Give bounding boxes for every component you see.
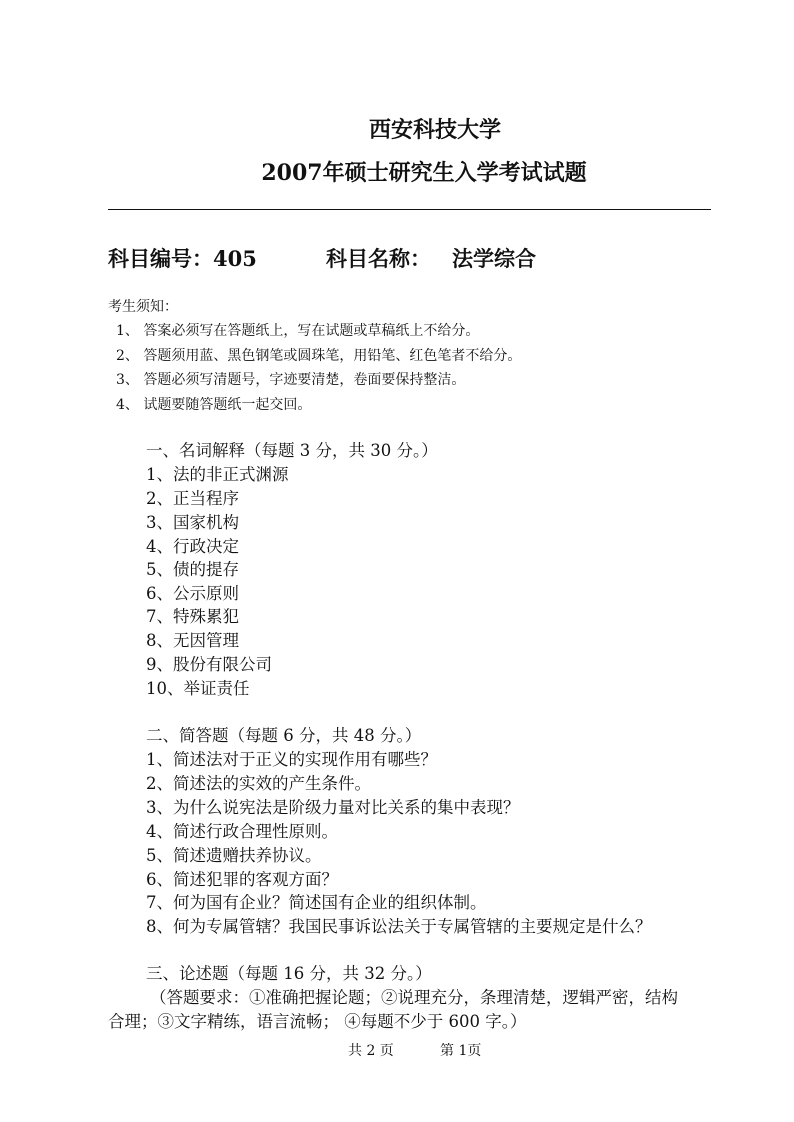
section1-item: 3、国家机构 — [146, 513, 239, 532]
section1-item: 10、举证责任 — [146, 679, 250, 698]
footer-total-pages: 共 2 页 — [348, 1043, 394, 1059]
section1-item: 1、法的非正式渊源 — [146, 465, 289, 484]
section2-item: 1、简述法对于正义的实现作用有哪些？ — [146, 750, 437, 769]
section2-heading: 二、简答题（每题 6 分，共 48 分。） — [146, 726, 422, 745]
section1-item: 8、无因管理 — [146, 631, 239, 650]
subject-name-label: 科目名称： — [326, 246, 431, 271]
section3-requirement-line1: （答题要求：①准确把握论题；②说理充分，条理清楚，逻辑严密，结构 — [150, 988, 678, 1007]
footer-current-page: 第 1页 — [440, 1043, 482, 1059]
subject-code: 科目编号：405 — [108, 246, 257, 271]
section1-item: 4、行政决定 — [146, 537, 239, 556]
section2-item: 3、为什么说宪法是阶级力量对比关系的集中表现？ — [146, 798, 520, 817]
section2-item: 6、简述犯罪的客观方面？ — [146, 870, 338, 889]
subject-name-value: 法学综合 — [452, 246, 536, 271]
section3-requirement-line2: 合理；③文字精练，语言流畅； ④每题不少于 600 字。） — [108, 1012, 527, 1031]
header-divider — [108, 209, 711, 210]
section2-item: 2、简述法的实效的产生条件。 — [146, 774, 371, 793]
notice-title: 考生须知： — [108, 299, 178, 315]
section3-heading: 三、论述题（每题 16 分，共 32 分。） — [146, 964, 432, 983]
section1-heading: 一、名词解释（每题 3 分，共 30 分。） — [146, 441, 438, 460]
notice-item: 4、 试题要随答题纸一起交回。 — [116, 397, 312, 413]
section1-item: 7、特殊累犯 — [146, 607, 239, 626]
university-title: 西安科技大学 — [368, 117, 501, 143]
section1-item: 5、债的提存 — [146, 560, 239, 579]
section1-item: 9、股份有限公司 — [146, 655, 272, 674]
notice-item: 1、 答案必须写在答题纸上，写在试题或草稿纸上不给分。 — [116, 323, 480, 339]
exam-title: 2007年硕士研究生入学考试试题 — [261, 160, 587, 186]
section2-item: 8、何为专属管辖？我国民事诉讼法关于专属管辖的主要规定是什么？ — [146, 917, 652, 936]
section1-item: 6、公示原则 — [146, 584, 239, 603]
section2-item: 4、简述行政合理性原则。 — [146, 822, 338, 841]
section2-item: 5、简述遗赠扶养协议。 — [146, 846, 322, 865]
notice-item: 2、 答题须用蓝、黑色钢笔或圆珠笔，用铅笔、红色笔者不给分。 — [116, 348, 522, 364]
section1-item: 2、正当程序 — [146, 489, 239, 508]
notice-item: 3、 答题必须写清题号，字迹要清楚，卷面要保持整洁。 — [116, 372, 466, 388]
section2-item: 7、何为国有企业？简述国有企业的组织体制。 — [146, 893, 487, 912]
